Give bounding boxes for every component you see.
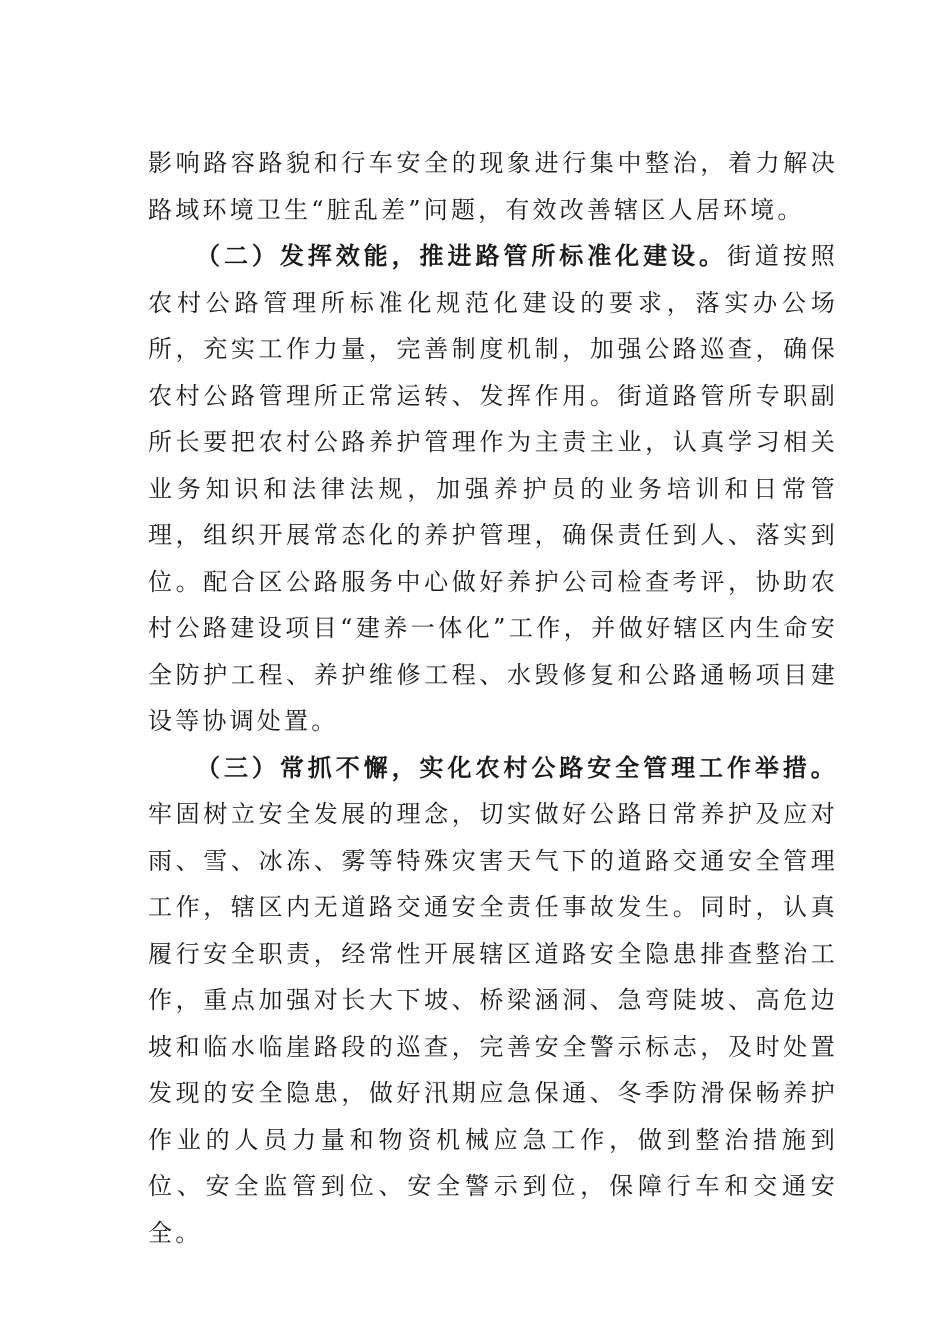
section-heading: （二）发挥效能，推进路管所标准化建设。 [196,241,727,270]
paragraph-text: 影响路容路貌和行车安全的现象进行集中整治，着力解决路域环境卫生“脏乱差”问题，有效改善辖区人居环境。 [148,149,838,224]
section-heading: （三）常抓不懈，实化农村公路安全管理工作举措。 [196,752,838,782]
document-body [148,140,838,1256]
paragraph-text: 街道按照农村公路管理所标准化规范化建设的要求，落实办公场所，充实工作力量，完善制度机制，加强公路巡查，确保农村公路管理所正常运转、发挥作用。街道路管所专职副所长要把农村公路养护管理作为主责主业，认真学习相关业务知识和法律法规，加强养护员的业务培训和日常管理，组织开展常态化的养护管理，确保责任到人、落实到位。配合区公路服务中心做好养护公司检查考评，协助农村公路建设项目“建养一体化”工作，并做好辖区内生命安全防护工程、养护维修工程、水毁修复和公路通畅项目建设等协调处置。 [148,242,838,735]
paragraph-section-2 [148,233,838,745]
paragraph-text: 牢固树立安全发展的理念，切实做好公路日常养护及应对雨、雪、冰冻、雾等特殊灾害天气下的道路交通安全管理工作，辖区内无道路交通安全责任事故发生。同时，认真履行安全职责，经常性开展辖区道路安全隐患排查整治工作，重点加强对长大下坡、桥梁涵洞、急弯陡坡、高危边坡和临水临崖路段的巡查，完善安全警示标志，及时处置发现的安全隐患，做好汛期应急保通、冬季防滑保畅养护作业的人员力量和物资机械应急工作，做到整治措施到位、安全监管到位、安全警示到位，保障行车和交通安全。 [148,800,838,1247]
paragraph-section-3 [148,745,838,1257]
paragraph-continuation [148,140,838,233]
